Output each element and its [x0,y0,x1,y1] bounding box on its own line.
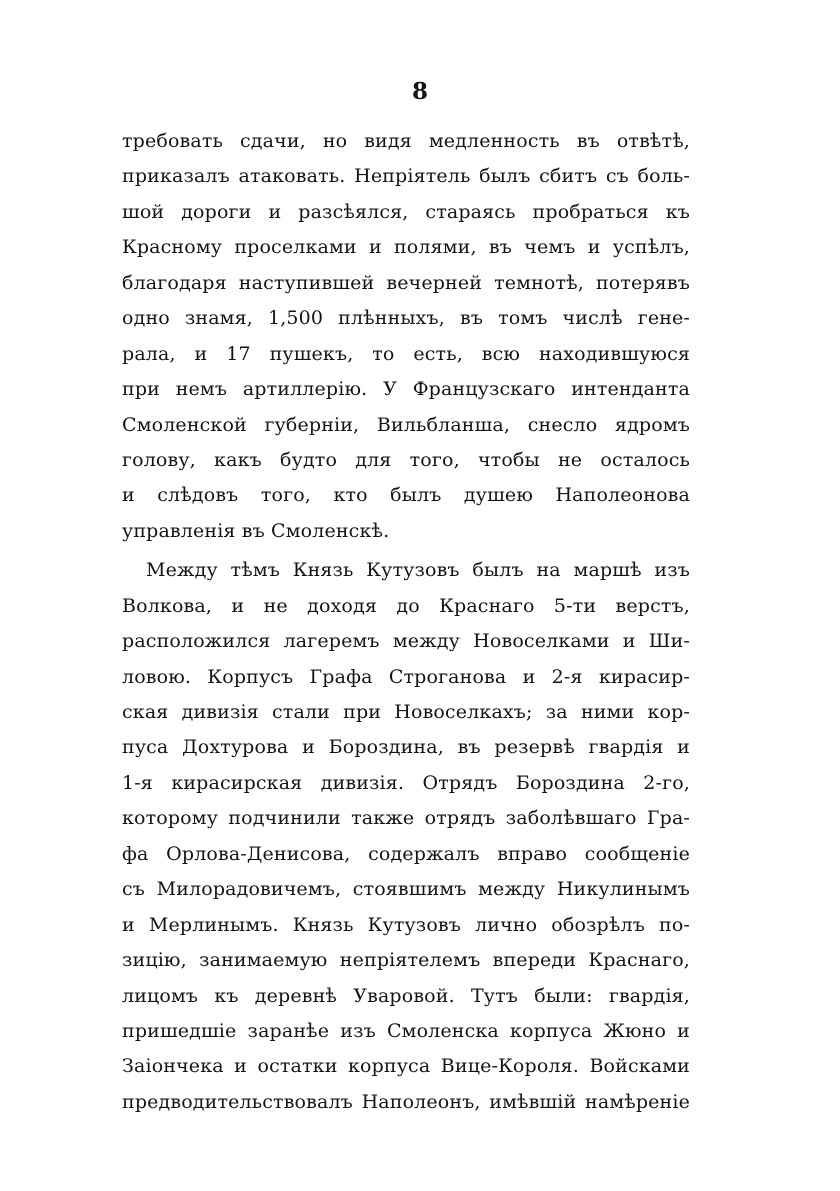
text-line: и Мерлинымъ. Князь Кутузовъ лично обозрѣлъ по- [122,913,690,936]
text-line: рала, и 17 пушекъ, то есть, всю находившуюся [122,342,690,365]
text-line: пуса Дохтурова и Бороздина, въ резервѣ гвардія и [122,736,690,759]
paragraph-1 [122,124,690,549]
text-line: Красному проселками и полями, въ чемъ и успѣлъ, [122,236,690,259]
text-line: пришедшіе заранѣе изъ Смоленска корпуса Жюно и [122,1019,690,1042]
paragraph-2 [122,553,690,1120]
text-line: расположился лагеремъ между Новоселками и Ши- [122,630,690,653]
body-text [122,124,690,1120]
text-line: управленія въ Смоленскѣ. [122,519,390,542]
text-line: голову, какъ будто для того, чтобы не осталось [122,448,690,471]
text-line: зицію, занимаемую непріятелемъ впереди Краснаго, [122,949,690,972]
text-line: 1-я кирасирская дивизія. Отрядъ Бороздина 2-го, [122,771,690,794]
text-line: лицомъ къ деревнѣ Уваровой. Тутъ были: гвардія, [122,984,690,1007]
text-line: ловою. Корпусъ Графа Строганова и 2-я кирасир- [122,665,690,688]
text-line: ская дивизія стали при Новоселкахъ; за ними кор- [122,701,690,723]
text-line: требовать сдачи, но видя медленность въ отвѣтѣ, [122,130,690,152]
text-line: приказалъ атаковать. Непріятель былъ сбитъ съ боль- [122,165,690,188]
text-line: фа Орлова-Денисова, содержалъ вправо сообщеніе [122,842,690,865]
text-line: предводительствовалъ Наполеонъ, имѣвшій намѣреніе [122,1090,690,1113]
text-line: при немъ артиллерію. У Французскаго интенданта [122,378,690,401]
text-line: Смоленской губерніи, Вильбланша, снесло ядромъ [122,413,690,436]
text-line: шой дороги и разсѣялся, стараясь пробраться къ [122,200,690,223]
text-line: благодаря наступившей вечерней темнотѣ, потерявъ [122,271,690,294]
text-line: одно знамя, 1,500 плѣнныхъ, въ томъ числѣ гене- [122,307,690,330]
page-number: 8 [411,78,428,105]
text-line: которому подчинили также отрядъ заболѣвшаго Гра- [122,807,690,830]
text-line: и слѣдовъ того, кто былъ душею Наполеонова [122,484,690,507]
text-line: Между тѣмъ Князь Кутузовъ былъ на маршѣ изъ [146,559,690,582]
text-line: Волкова, и не доходя до Краснаго 5-ти верстъ, [122,594,690,617]
text-line: съ Милорадовичемъ, стоявшимъ между Никулинымъ [122,878,690,901]
text-line: Заіончека и остатки корпуса Вице-Короля. Войсками [122,1055,690,1078]
